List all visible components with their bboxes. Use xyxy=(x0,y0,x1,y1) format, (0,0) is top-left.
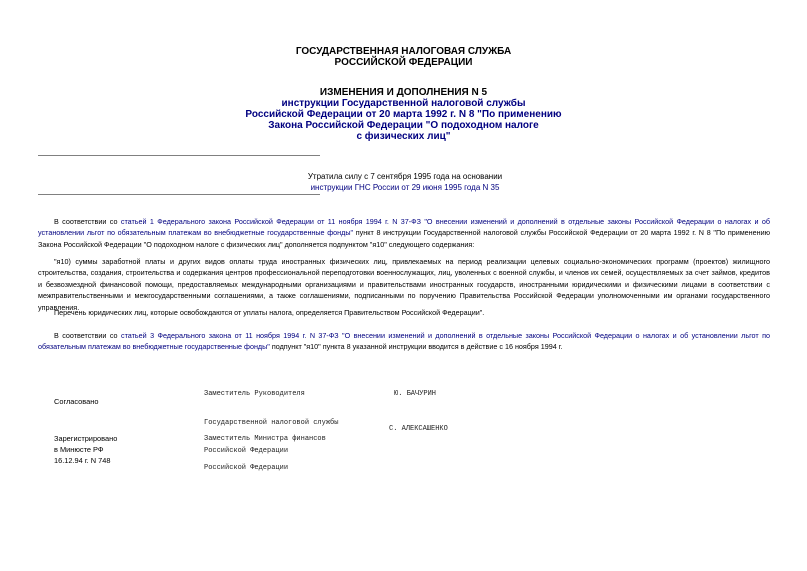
agreed-label: Согласовано xyxy=(54,397,99,406)
paragraph-2: "я10) суммы заработной платы и других видов оплаты труда иностранных физических лиц, привлекаемых на период реализации целевых социально-экономических программ (проектов) жилищного строительства, создания, строительства и содержания центров профессиональной переподготовки военнослужащих, лиц, уволенных с военной службы, и членов их семей, осуществляемых за счет займов, кредитов и безвозмездной финансовой помощи, предоставляемых международными организациями и правительствами иностранных государств, иностранными юридическими и физическими лицами в соответствии с межправительственными и межгосударственными соглашениями, а также соглашениями, подписанными по поручению Правительства Российской Федерации уполномоченными им органами государственного управления. xyxy=(38,257,770,312)
title-line-4: Закона Российской Федерации "О подоходном налоге xyxy=(268,120,539,131)
registration-line-1: Зарегистрировано xyxy=(54,434,118,443)
status-note xyxy=(300,171,510,193)
divider-bottom xyxy=(38,194,320,195)
signature-block-2 xyxy=(204,416,326,483)
paragraph-4-link[interactable]: статьей 3 Федерального закона от 11 ноября 1994 г. N 37-ФЗ "О внесении изменений и дополнений в отдельные законы Российской Федерации о налогах и об установлении льгот по обязательным платежам во внебюджетные государственные фонды" xyxy=(38,331,770,352)
paragraph-1-prefix: В соответствии со xyxy=(54,217,118,226)
sig1-line-1: Заместитель Руководителя xyxy=(204,390,305,398)
issuer-line-1: ГОСУДАРСТВЕННАЯ НАЛОГОВАЯ СЛУЖБА xyxy=(295,46,512,57)
paragraph-4-prefix: В соответствии со xyxy=(54,331,118,340)
paragraph-1 xyxy=(38,216,770,250)
title-line-2: инструкции Государственной налоговой службы xyxy=(281,98,526,109)
registration-block xyxy=(54,433,117,467)
paragraph-4-suffix: подпункт "я10" пункта 8 указанной инструкции вводится в действие с 16 ноября 1994 г. xyxy=(271,342,563,352)
sig2-line-2: Российской Федерации xyxy=(204,463,289,472)
title-line-3: Российской Федерации от 20 марта 1992 г. N 8 "По применению xyxy=(245,109,562,120)
paragraph-3: Перечень юридических лиц, которые освобождаются от уплаты налога, определяется Правительством Российской Федерации". xyxy=(54,308,485,317)
paragraph-4 xyxy=(38,330,770,353)
document-title xyxy=(0,87,807,142)
issuer-heading xyxy=(0,46,807,68)
status-line: Утратила силу с 7 сентября 1995 года на основании xyxy=(307,172,503,181)
paragraph-1-suffix: пункт 8 инструкции Государственной налоговой службы Российской Федерации от 20 марта 1992 г. N 8 "По применению Закона Российской Федерации "О подоходном налоге с физических лиц" дополняется подпунктом "я10" следующего содержания: xyxy=(38,228,771,249)
sig1-line-2: Государственной налоговой службы xyxy=(204,418,339,427)
registration-line-3: 16.12.94 г. N 748 xyxy=(54,456,111,466)
sig1-name: Ю. БАЧУРИН xyxy=(394,390,437,398)
title-line-5: с физических лиц" xyxy=(356,131,451,142)
sig2-line-1: Заместитель Министра финансов xyxy=(204,435,326,443)
divider-top xyxy=(38,155,320,156)
issuer-line-2: РОССИЙСКОЙ ФЕДЕРАЦИИ xyxy=(334,57,473,68)
title-line-1: ИЗМЕНЕНИЯ И ДОПОЛНЕНИЯ N 5 xyxy=(319,87,488,98)
registration-line-2: в Минюсте РФ xyxy=(54,445,104,455)
status-link[interactable]: инструкции ГНС России от 29 июня 1995 года N 35 xyxy=(310,183,500,192)
paragraph-1-link[interactable]: статьей 1 Федерального закона Российской Федерации от 11 ноября 1994 г. N 37-ФЗ "О внесении изменений и дополнений в отдельные законы Российской Федерации о налогах и об установлении льгот по обязательным платежам во внебюджетные государственные фонды" xyxy=(38,217,770,238)
sig2-name: С. АЛЕКСАШЕНКО xyxy=(389,425,448,433)
sig1-line-3: Российской Федерации xyxy=(204,447,289,455)
